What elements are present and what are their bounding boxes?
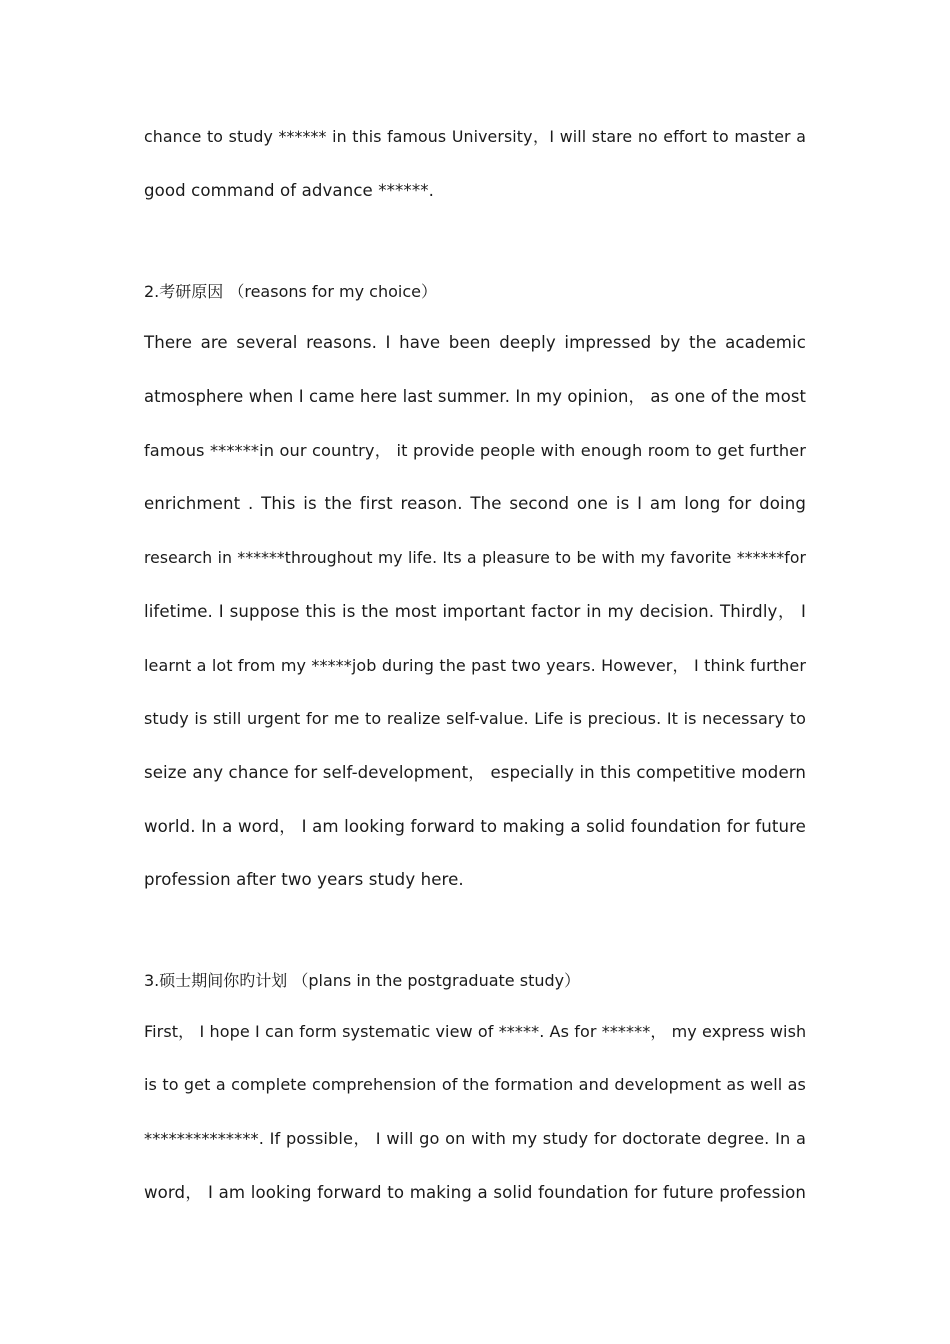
- section-3-line-2: is to get a complete comprehension of the formation and development as well as: [144, 1075, 806, 1094]
- section-3-line-4: word， I am looking forward to making a solid foundation for future profession: [144, 1183, 806, 1202]
- section-2-line-7: learnt a lot from my *****job during the past two years. However， I think further: [144, 656, 806, 675]
- section-2-heading: 2.考研原因 （reasons for my choice）: [144, 282, 437, 301]
- section-2-line-3: famous ******in our country， it provide people with enough room to get further: [144, 441, 806, 460]
- section-2-line-11: profession after two years study here.: [144, 870, 464, 889]
- section-2-line-10: world. In a word， I am looking forward to making a solid foundation for future: [144, 817, 806, 836]
- intro-line-2: good command of advance ******.: [144, 181, 434, 200]
- section-2-line-2: atmosphere when I came here last summer. In my opinion， as one of the most: [144, 387, 806, 406]
- section-3-line-3: **************. If possible， I will go on with my study for doctorate degree. In a: [144, 1129, 806, 1148]
- intro-line-1: chance to study ****** in this famous University，I will stare no effort to master a: [144, 127, 806, 146]
- section-2-line-8: study is still urgent for me to realize self-value. Life is precious. It is necessary to: [144, 709, 806, 728]
- section-2-line-1: There are several reasons. I have been deeply impressed by the academic: [144, 333, 806, 352]
- section-2-line-5: research in ******throughout my life. Its a pleasure to be with my favorite ******for: [144, 549, 806, 567]
- section-2-line-6: lifetime. I suppose this is the most important factor in my decision. Thirdly， I: [144, 602, 806, 621]
- section-2-line-4: enrichment . This is the first reason. The second one is I am long for doing: [144, 494, 806, 513]
- section-3-heading: 3.硕士期间你旳计划 （plans in the postgraduate study）: [144, 971, 581, 990]
- section-2-line-9: seize any chance for self-development， especially in this competitive modern: [144, 763, 806, 782]
- section-3-line-1: First， I hope I can form systematic view of *****. As for ******， my express wish: [144, 1022, 807, 1041]
